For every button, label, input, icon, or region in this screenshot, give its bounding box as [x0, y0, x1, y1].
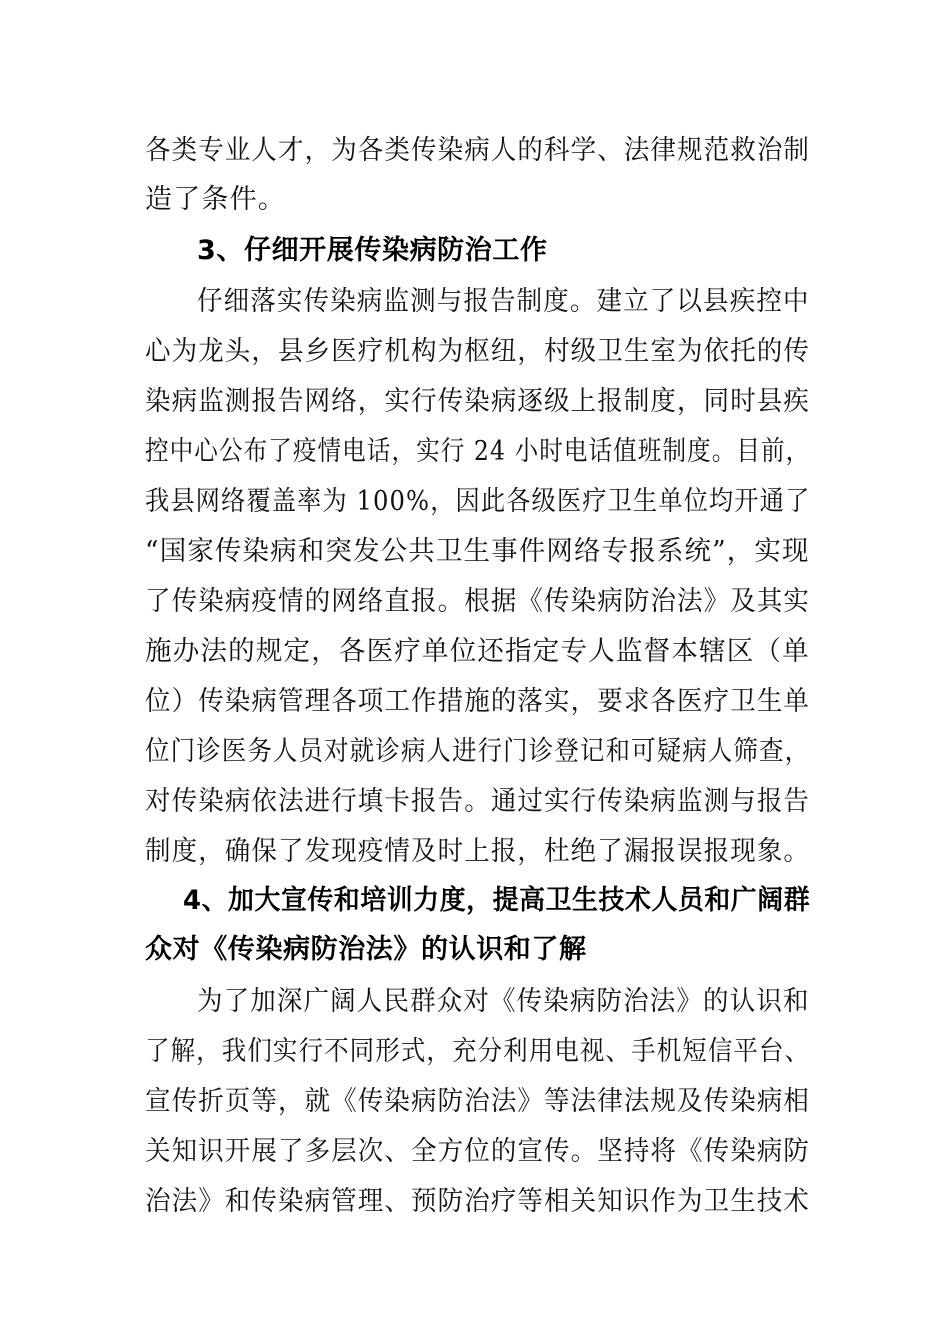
body-text-line: 了解，我们实行不同形式，充分利用电视、手机短信平台、: [145, 1036, 811, 1067]
body-text-line: 宣传折页等，就《传染病防治法》等法律法规及传染病相: [145, 1086, 811, 1117]
body-text-line: 我县网络覆盖率为 100%，因此各级医疗卫生单位均开通了: [145, 486, 811, 517]
body-text-line: 对传染病依法进行填卡报告。通过实行传染病监测与报告: [145, 786, 811, 817]
section-heading-4: 4、加大宣传和培训力度，提高卫生技术人员和广阔群: [183, 885, 811, 916]
body-text-line: 了传染病疫情的网络直报。根据《传染病防治法》及其实: [145, 586, 811, 617]
body-text-line: 制度，确保了发现疫情及时上报，杜绝了漏报误报现象。: [145, 836, 811, 867]
body-text-line: 位）传染病管理各项工作措施的落实，要求各医疗卫生单: [145, 686, 811, 717]
body-text-line: 心为龙头，县乡医疗机构为枢纽，村级卫生室为依托的传: [145, 336, 811, 367]
section-heading-3: 3、仔细开展传染病防治工作: [197, 235, 548, 266]
body-text-line: 造了条件。: [145, 184, 286, 215]
section-heading-4-continued: 众对《传染病防治法》的认识和了解: [145, 934, 587, 965]
body-text-line: 位门诊医务人员对就诊病人进行门诊登记和可疑病人筛查，: [145, 736, 811, 767]
body-text-line: 仔细落实传染病监测与报告制度。建立了以县疾控中: [197, 286, 810, 317]
body-text-line: 施办法的规定，各医疗单位还指定专人监督本辖区（单: [145, 636, 810, 667]
body-text-line: 治法》和传染病管理、预防治疗等相关知识作为卫生技术: [145, 1186, 811, 1217]
body-text-line: 各类专业人才，为各类传染病人的科学、法律规范救治制: [145, 135, 811, 166]
body-text-line: 为了加深广阔人民群众对《传染病防治法》的认识和: [197, 986, 810, 1017]
body-text-line: “国家传染病和突发公共卫生事件网络专报系统”，实现: [145, 536, 810, 567]
body-text-line: 关知识开展了多层次、全方位的宣传。坚持将《传染病防: [145, 1136, 811, 1167]
body-text-line: 控中心公布了疫情电话，实行 24 小时电话值班制度。目前，: [145, 436, 811, 467]
body-text-line: 染病监测报告网络，实行传染病逐级上报制度，同时县疾: [145, 386, 811, 417]
